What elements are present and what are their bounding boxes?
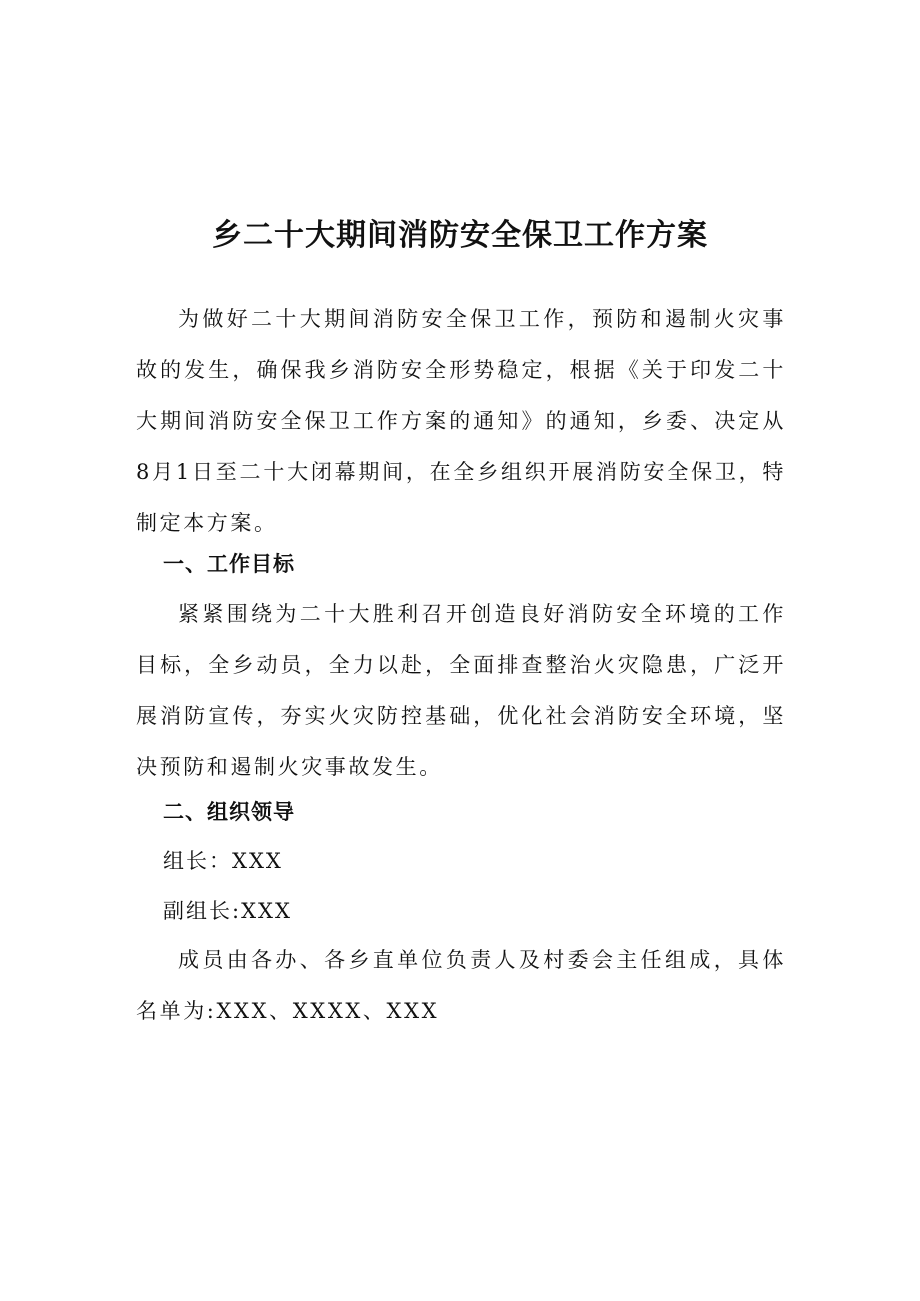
intro-paragraph: 为做好二十大期间消防安全保卫工作，预防和遏制火灾事故的发生，确保我乡消防安全形势稳定，根据《关于印发二十大期间消防安全保卫工作方案的通知》的通知，乡委、决定从8月1日至二十大闭幕期间，在全乡组织开展消防安全保卫，特制定本方案。 xyxy=(136,307,786,535)
deputy-leader-line: 副组长:XXX xyxy=(163,899,292,923)
members-paragraph: 成员由各办、各乡直单位负责人及村委会主任组成，具体名单为:XXX、XXXX、XXX xyxy=(136,948,786,1023)
document-title: 乡二十大期间消防安全保卫工作方案 xyxy=(212,218,708,253)
group-leader-line: 组长：XXX xyxy=(163,849,283,873)
section-heading-goals: 一、工作目标 xyxy=(163,552,295,576)
section-heading-organization: 二、组织领导 xyxy=(163,800,295,824)
goals-paragraph: 紧紧围绕为二十大胜利召开创造良好消防安全环境的工作目标，全乡动员，全力以赴，全面排查整治火灾隐患，广泛开展消防宣传，夯实火灾防控基础，优化社会消防安全环境，坚决预防和遏制火灾事故发生。 xyxy=(136,602,786,779)
